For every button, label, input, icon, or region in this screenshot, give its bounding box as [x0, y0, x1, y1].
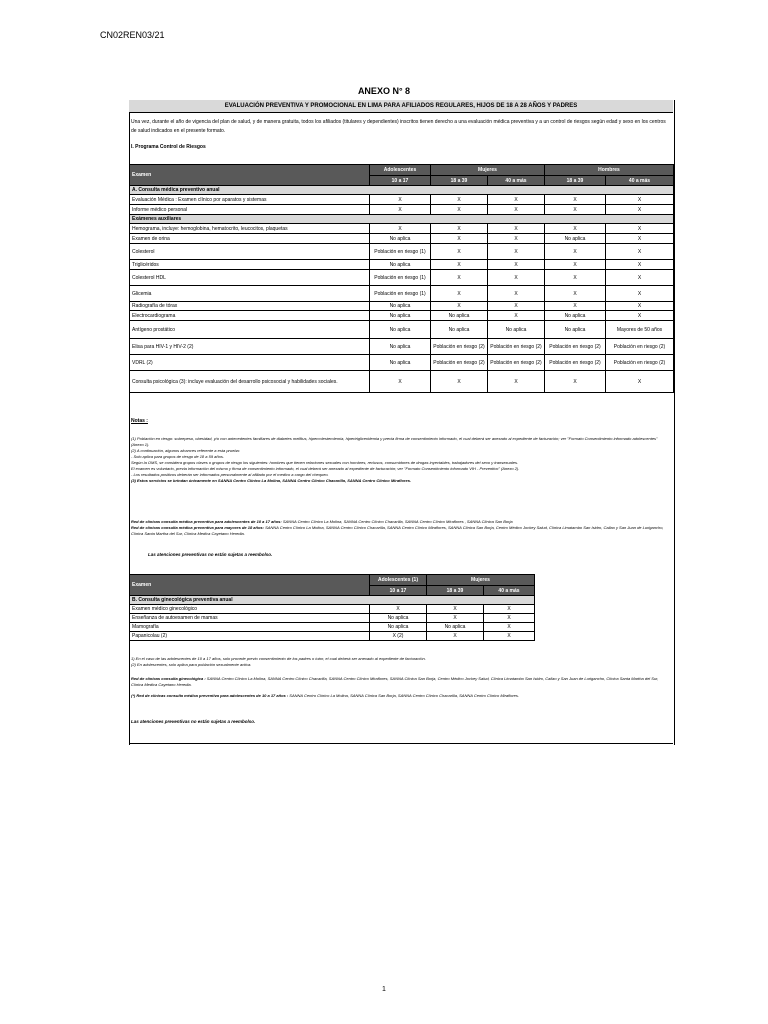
table-row — [130, 234, 674, 244]
cell-value: X — [606, 195, 674, 205]
cell-value: X — [545, 260, 606, 270]
cell-value: X — [431, 302, 488, 311]
no-reimbursement-note: Las atenciones preventivas no están sujetas a reembolso. — [131, 719, 256, 724]
cell-value: No aplica — [370, 623, 427, 632]
program-title: I. Programa Control de Riesgos — [131, 144, 206, 150]
note-line: - Los resultados positivos deberán ser informados personalmente al afiliado por el medico a cargo del chequeo. — [131, 472, 329, 477]
cell-value: X — [431, 205, 488, 215]
cell-value: X — [545, 302, 606, 311]
cell-value: X — [431, 260, 488, 270]
exam-name: Colesterol HDL — [130, 270, 370, 286]
network-text: SANNA Centro Clínico La Molina, SANNA Clínica San Borja, SANNA Centro Clínico Chacarilla, SANNA Centro Clínico Miraflores. — [288, 693, 520, 698]
cell-value: X — [431, 371, 488, 393]
cell-value: Población en riesgo (2) — [488, 355, 545, 371]
cell-value: Población en riesgo (1) — [370, 270, 431, 286]
cell-value: X — [488, 311, 545, 321]
cell-value: X — [606, 234, 674, 244]
header-exam: Examen — [130, 165, 370, 186]
notes-block — [131, 436, 669, 484]
table-row — [130, 632, 535, 641]
network-label: (*) Red de clínicas consulta médica preventiva para adolescentes de 10 a 17 años : — [131, 693, 289, 698]
cell-value: X — [545, 270, 606, 286]
exam-name: Hemograma, incluye: hemoglobina, hematocrito, leucocitos, plaquetas — [130, 224, 370, 234]
exam-name: Consulta psicológica (3): incluye evaluación del desarrollo psicosocial y habilidades sociales. — [130, 371, 370, 393]
cell-value: X — [545, 195, 606, 205]
table-row — [130, 195, 674, 205]
note-line: (1) Población en riesgo: sobrepeso, obesidad, y/o con antecedentes familiares de diabetes mellitus, hipercolesterolemia, hipertrigliceridemia y previa firma de consentimiento informado, el cual deberá ser anexado al expediente de facturación; ver "Formato Consentimiento informado adolescentes" (Anexo 1). — [131, 436, 658, 447]
exam-name: Mamografía — [130, 623, 370, 632]
cell-value: X — [606, 224, 674, 234]
network-text: SANNA Centro Clínico La Molina, SANNA Centro Clínico Chacarilla, SANNA Centro Clínico Miraflores, SANNA Clínica San Borja, Centro Médico Jockey Salud, Clínica Limatambo San Isidro, Callao y San Juan de Lurigancho, Clínica Santa Martha del Sur, Clínica Medica Cayetano Heredia. — [131, 525, 664, 536]
network-label: Red de clínicas consulta ginecológica : — [131, 676, 206, 681]
exam-name: VDRL (2) — [130, 355, 370, 371]
cell-value: X — [488, 205, 545, 215]
cell-value: X — [370, 224, 431, 234]
note-line: (3) Estos servicios se brindan únicamente en SANNA Centro Clínico La Molina, SANNA Centro Clínico Chacarilla, SANNA Centro Clínico Miraflores. — [131, 478, 412, 483]
table-row — [130, 270, 674, 286]
network-gyn-adolescents — [131, 693, 669, 699]
exam-name: Examen de orina — [130, 234, 370, 244]
cell-value: X — [488, 224, 545, 234]
exam-name: Glicemia — [130, 286, 370, 302]
cell-value: X — [545, 205, 606, 215]
cell-value: X (2) — [370, 632, 427, 641]
exam-name: Enseñanza de autoexamen de mamas — [130, 614, 370, 623]
cell-value: X — [484, 605, 535, 614]
no-reimbursement-note: Las atenciones preventivas no están sujetas a reembolso. — [148, 552, 273, 557]
cell-value: Población en riesgo (2) — [606, 339, 674, 355]
cell-value: No aplica — [545, 321, 606, 339]
table-row — [130, 302, 674, 311]
network-label: Red de clínicas consulta médica preventiva para mayores de 18 años: — [131, 525, 264, 530]
header-exam: Examen — [130, 575, 370, 596]
bottom-rule — [129, 743, 673, 744]
cell-value: X — [488, 234, 545, 244]
header-age: 18 a 39 — [545, 176, 606, 186]
cell-value: No aplica — [370, 234, 431, 244]
header-age: 40 a más — [488, 176, 545, 186]
table-row — [130, 614, 535, 623]
note-line: (2) En adolescentes, solo aplica para población sexualmente activa. — [131, 662, 252, 667]
table-row — [130, 260, 674, 270]
exam-name: Colesterol — [130, 244, 370, 260]
header-age: 10 a 17 — [370, 586, 427, 596]
header-hombres: Hombres — [545, 165, 674, 176]
network-label: Red de clínicas consulta médica preventiva para adolescentes de 10 a 17 años: — [131, 519, 282, 524]
cell-value: No aplica — [370, 339, 431, 355]
cell-value: X — [488, 270, 545, 286]
network-text: SANNA Centro Clínico La Molina, SANNA Centro Clínico Chacarilla, SANNA Centro Clínico Miraflores , SANNA Clínica San Borja — [281, 519, 513, 524]
cell-value: Población en riesgo (1) — [370, 244, 431, 260]
cell-value: No aplica — [488, 321, 545, 339]
network-text: SANNA Centro Clínico La Molina, SANNA Centro Clínico Chacarilla, SANNA Centro Clínico Miraflores, SANNA Clínica San Borja, Centro Médico Jockey Salud, Clínica Limatambo San Isidro, Callao y San Juan de Lurigancho, Clínica Santa Martha del Sur, Clínica Medica Cayetano Heredia. — [131, 676, 659, 687]
cell-value: No aplica — [370, 311, 431, 321]
table-row — [130, 339, 674, 355]
table-row — [130, 355, 674, 371]
cell-value: Población en riesgo (2) — [606, 355, 674, 371]
cell-value: X — [431, 244, 488, 260]
cell-value: No aplica — [545, 234, 606, 244]
section-header: B. Consulta ginecológica preventiva anual — [130, 596, 535, 605]
cell-value: X — [606, 371, 674, 393]
network-adults — [131, 525, 669, 537]
header-mujeres: Mujeres — [427, 575, 535, 586]
table-row — [130, 623, 535, 632]
risk-control-table — [129, 164, 674, 393]
cell-value: X — [545, 286, 606, 302]
cell-value: No aplica — [545, 311, 606, 321]
annex-title: ANEXO N° 8 — [357, 86, 411, 96]
cell-value: Población en riesgo (2) — [431, 355, 488, 371]
cell-value: X — [488, 260, 545, 270]
table-row — [130, 605, 535, 614]
cell-value: X — [427, 632, 484, 641]
cell-value: X — [370, 195, 431, 205]
note-line: - Solo aplica para grupos de riesgo de 18 a 59 años. — [131, 454, 224, 459]
document-code: CN02REN03/21 — [100, 30, 165, 40]
cell-value: X — [488, 371, 545, 393]
note-line: (2) A continuación, algunos alcances referente a esta prueba: — [131, 448, 240, 453]
cell-value: X — [545, 371, 606, 393]
header-age: 40 a más — [484, 586, 535, 596]
cell-value: X — [488, 302, 545, 311]
cell-value: Población en riesgo (2) — [488, 339, 545, 355]
cell-value: X — [545, 224, 606, 234]
cell-value: No aplica — [427, 623, 484, 632]
cell-value: X — [427, 605, 484, 614]
exam-name: Papanicolau (2) — [130, 632, 370, 641]
cell-value: No aplica — [431, 311, 488, 321]
title-banner: EVALUACIÓN PREVENTIVA Y PROMOCIONAL EN LIMA PARA AFILIADOS REGULARES, HIJOS DE 18 A 28 AÑOS Y PADRES — [129, 100, 673, 113]
cell-value: X — [431, 270, 488, 286]
header-adolescentes: Adolescentes — [370, 165, 431, 176]
table-row — [130, 286, 674, 302]
cell-value: X — [606, 244, 674, 260]
cell-value: X — [545, 244, 606, 260]
header-age: 18 a 39 — [431, 176, 488, 186]
cell-value: X — [431, 195, 488, 205]
cell-value: X — [370, 605, 427, 614]
cell-value: X — [606, 311, 674, 321]
cell-value: X — [606, 286, 674, 302]
header-age: 18 a 39 — [427, 586, 484, 596]
gynecology-table — [129, 574, 535, 641]
note-line: El examen es voluntario, previa información del mismo y firma de consentimiento informado, el cual deberá ser anexado al expediente de facturación; ver "Formato Consentimiento informado VIH - Preventivo" (Anexo 2). — [131, 466, 520, 471]
cell-value: X — [370, 371, 431, 393]
cell-value: No aplica — [370, 260, 431, 270]
section-header: A. Consulta médica preventivo anual — [130, 186, 674, 195]
cell-value: X — [427, 614, 484, 623]
gynecology-notes — [131, 656, 669, 668]
cell-value: Población en riesgo (2) — [545, 339, 606, 355]
cell-value: X — [370, 205, 431, 215]
cell-value: X — [606, 205, 674, 215]
cell-value: X — [431, 224, 488, 234]
cell-value: Población en riesgo (2) — [545, 355, 606, 371]
note-line: 1) En el caso de las adolescentes de 10 a 17 años, solo procede previo consentimiento de los padres o tutor, el cual deberá ser anexado al expediente de facturación. — [131, 656, 426, 661]
network-gynecology — [131, 676, 669, 688]
exam-name: Examen médico ginecológico — [130, 605, 370, 614]
exam-name: Evaluación Médica : Examen clínico por aparatos y sistemas — [130, 195, 370, 205]
exam-name: Radiografía de tórax — [130, 302, 370, 311]
section-header: Exámenes auxiliares — [130, 215, 674, 224]
notes-label: Notas : — [131, 418, 148, 424]
cell-value: Población en riesgo (1) — [370, 286, 431, 302]
cell-value: No aplica — [370, 355, 431, 371]
cell-value: X — [484, 623, 535, 632]
exam-name: Informe médico personal — [130, 205, 370, 215]
cell-value: No aplica — [431, 321, 488, 339]
cell-value: X — [606, 270, 674, 286]
cell-value: No aplica — [370, 302, 431, 311]
cell-value: Población en riesgo (2) — [431, 339, 488, 355]
cell-value: X — [431, 286, 488, 302]
exam-name: Antígeno prostático — [130, 321, 370, 339]
header-age: 40 a más — [606, 176, 674, 186]
table-row — [130, 244, 674, 260]
intro-paragraph: Una vez, durante el año de vigencia del plan de salud, y de manera gratuita, todos los afiliados (titulares y dependientes) inscritos tienen derecho a una evaluación médica preventiva y a un control de riesgos según edad y sexo en los centros de salud indicados en el presente formato. — [131, 119, 666, 134]
cell-value: Mayores de 50 años — [606, 321, 674, 339]
note-line: Según la OMS, se considera grupos claves o grupos de riesgo los siguientes: hombres que tienen relaciones sexuales con hombres, reclusos, consumidores de drogas inyectables, trabajadores del sexo y transexuales. — [131, 460, 519, 465]
cell-value: X — [484, 614, 535, 623]
table-row — [130, 205, 674, 215]
table-row — [130, 371, 674, 393]
header-age: 10 a 17 — [370, 176, 431, 186]
cell-value: No aplica — [370, 321, 431, 339]
exam-name: Electrocardiograma — [130, 311, 370, 321]
exam-name: Triglicéridos — [130, 260, 370, 270]
cell-value: X — [431, 234, 488, 244]
table-row — [130, 311, 674, 321]
header-mujeres: Mujeres — [431, 165, 545, 176]
table-row — [130, 224, 674, 234]
cell-value: X — [606, 260, 674, 270]
header-adolescentes: Adolescentes (1) — [370, 575, 427, 586]
table-row — [130, 321, 674, 339]
exam-name: Elisa para HIV-1 y HIV-2 (2) — [130, 339, 370, 355]
cell-value: No aplica — [370, 614, 427, 623]
cell-value: X — [488, 244, 545, 260]
cell-value: X — [484, 632, 535, 641]
cell-value: X — [488, 286, 545, 302]
cell-value: X — [606, 302, 674, 311]
page-number: 1 — [382, 986, 386, 993]
cell-value: X — [488, 195, 545, 205]
